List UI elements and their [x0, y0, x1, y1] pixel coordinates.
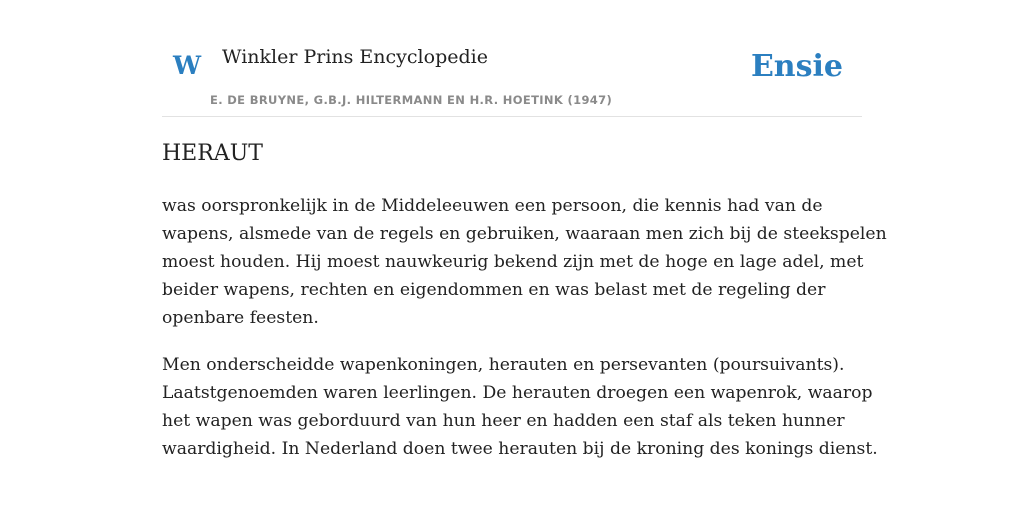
article-paragraph — [162, 351, 878, 463]
text-line: waardigheid. In Nederland doen twee herauten bij de kroning des konings dienst. — [162, 439, 878, 459]
winkler-prins-logo-icon[interactable]: W — [173, 51, 202, 80]
source-title[interactable]: Winkler Prins Encyclopedie — [222, 46, 488, 68]
article-headword: HERAUT — [162, 141, 263, 166]
text-line: openbare feesten. — [162, 308, 319, 328]
text-line: Men onderscheidde wapenkoningen, herauten en persevanten (poursuivants). — [162, 355, 845, 375]
text-line: moest houden. Hij moest nauwkeurig bekend zijn met de hoge en lage adel, met — [162, 252, 864, 272]
article-page — [162, 0, 887, 459]
source-authors: E. DE BRUYNE, G.B.J. HILTERMANN EN H.R. HOETINK (1947) — [210, 93, 613, 107]
text-line: Laatstgenoemden waren leerlingen. De herauten droegen een wapenrok, waarop — [162, 383, 873, 403]
source-header — [162, 0, 862, 117]
text-line: het wapen was geborduurd van hun heer en hadden een staf als teken hunner — [162, 411, 845, 431]
text-line: wapens, alsmede van de regels en gebruiken, waaraan men zich bij de steekspelen — [162, 224, 887, 244]
text-line: was oorspronkelijk in de Middeleeuwen een persoon, die kennis had van de — [162, 196, 823, 216]
article-body — [162, 192, 887, 482]
ensie-brand-link[interactable]: Ensie — [750, 49, 843, 84]
text-line: beider wapens, rechten en eigendommen en was belast met de regeling der — [162, 280, 826, 300]
article-paragraph — [162, 192, 887, 332]
